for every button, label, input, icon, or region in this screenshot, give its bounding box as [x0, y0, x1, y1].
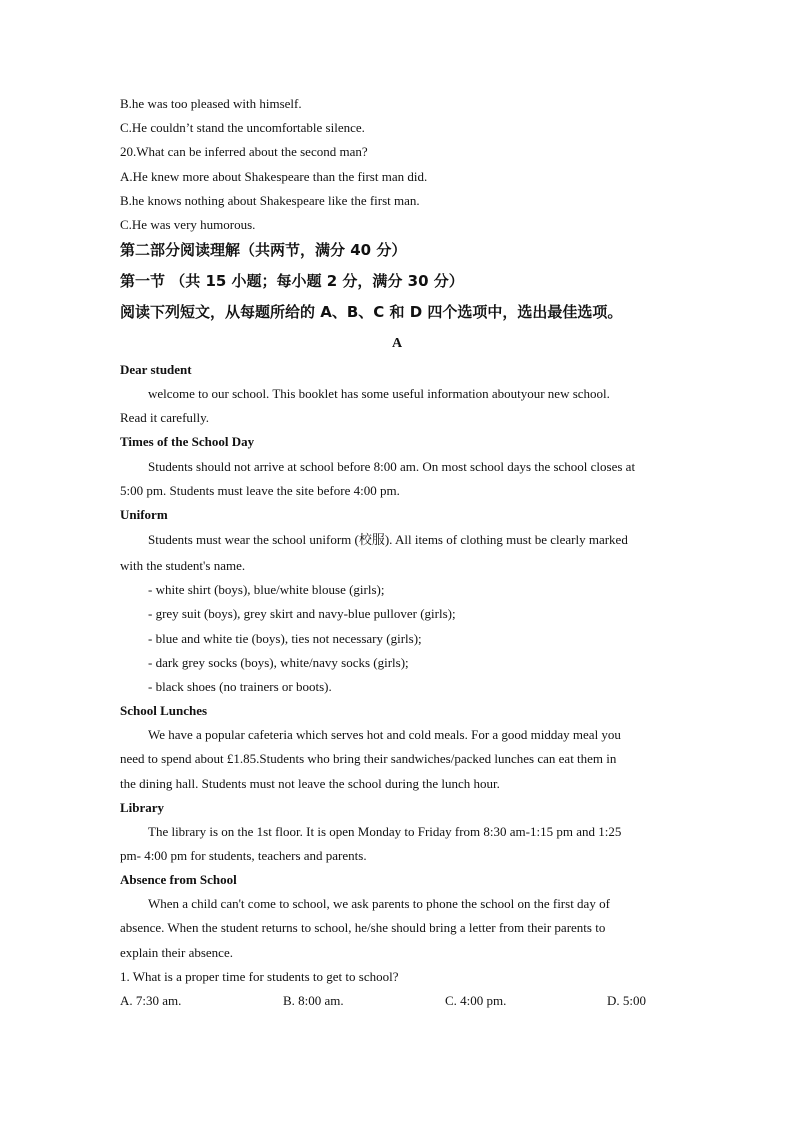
question-option-line: A.He knew more about Shakespeare than the first man did.: [120, 169, 428, 184]
question-option-line: B.he knows nothing about Shakespeare like the first man.: [120, 193, 420, 208]
instructions: 阅读下列短文，从每题所给的 A、B、C 和 D 四个选项中，选出最佳选项。: [120, 303, 623, 321]
answer-option-d: D. 5:00: [607, 993, 646, 1008]
answer-option-c: C. 4:00 pm.: [445, 993, 507, 1008]
uniform-line: Students must wear the school uniform (校服). All items of clothing must be clearly marked: [148, 532, 628, 547]
question-option-line: C.He was very humorous.: [120, 217, 256, 232]
question-option-line: C.He couldn’t stand the uncomfortable silence.: [120, 120, 365, 135]
section-header: 第二部分阅读理解（共两节，满分 40 分）: [120, 241, 407, 259]
answer-option-a: A. 7:30 am.: [120, 993, 182, 1008]
times-line: Students should not arrive at school before 8:00 am. On most school days the school closes at: [148, 459, 636, 474]
passage-label: A: [391, 336, 403, 351]
absence-line: When a child can't come to school, we ask parents to phone the school on the first day of: [148, 896, 610, 911]
uniform-item: - black shoes (no trainers or boots).: [148, 679, 332, 694]
lunches-line: We have a popular cafeteria which serves hot and cold meals. For a good midday meal you: [148, 727, 621, 742]
library-heading: Library: [120, 800, 165, 815]
lunches-line: the dining hall. Students must not leave the school during the lunch hour.: [120, 776, 500, 791]
question-option-line: B.he was too pleased with himself.: [120, 96, 302, 111]
question-stem: 1. What is a proper time for students to get to school?: [120, 969, 399, 984]
intro-line: Read it carefully.: [120, 410, 210, 425]
intro-line: welcome to our school. This booklet has some useful information aboutyour new school.: [148, 386, 610, 401]
absence-line: absence. When the student returns to school, he/she should bring a letter from their parents to: [120, 920, 606, 935]
absence-heading: Absence from School: [120, 872, 237, 887]
lunches-line: need to spend about £1.85.Students who bring their sandwiches/packed lunches can eat them in: [120, 751, 617, 766]
uniform-item: - blue and white tie (boys), ties not necessary (girls);: [148, 631, 422, 646]
question-stem: 20.What can be inferred about the second man?: [120, 144, 368, 159]
uniform-line: with the student's name.: [120, 558, 246, 573]
lunches-heading: School Lunches: [120, 703, 208, 718]
uniform-item: - white shirt (boys), blue/white blouse (girls);: [148, 582, 385, 597]
greeting: Dear student: [120, 362, 192, 377]
times-line: 5:00 pm. Students must leave the site before 4:00 pm.: [120, 483, 400, 498]
absence-line: explain their absence.: [120, 945, 233, 960]
library-line: pm- 4:00 pm for students, teachers and parents.: [120, 848, 367, 863]
uniform-heading: Uniform: [120, 507, 168, 522]
uniform-item: - dark grey socks (boys), white/navy socks (girls);: [148, 655, 409, 670]
subsection-header: 第一节 （共 15 小题；每小题 2 分，满分 30 分）: [120, 272, 464, 290]
answer-option-b: B. 8:00 am.: [283, 993, 344, 1008]
uniform-item: - grey suit (boys), grey skirt and navy-blue pullover (girls);: [148, 606, 456, 621]
library-line: The library is on the 1st floor. It is open Monday to Friday from 8:30 am-1:15 pm and 1:25: [148, 824, 622, 839]
times-heading: Times of the School Day: [120, 434, 255, 449]
